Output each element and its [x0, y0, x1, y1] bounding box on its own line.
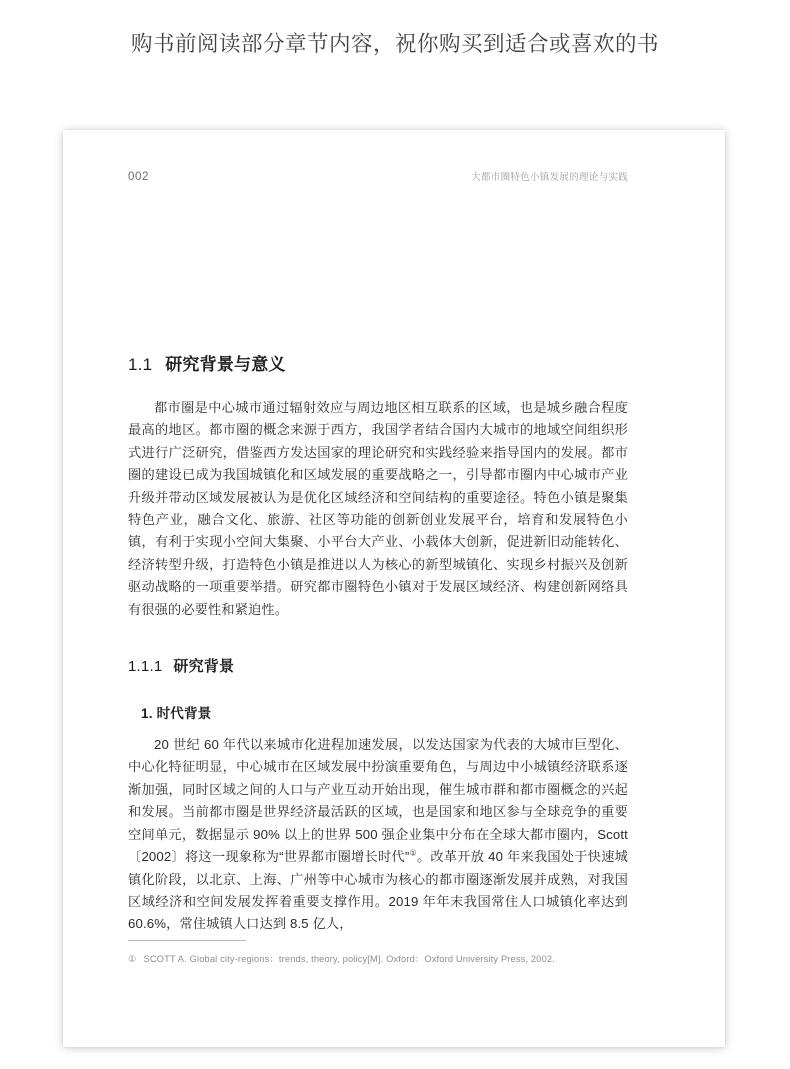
subsection-heading-number: 1.1.1 — [128, 658, 163, 676]
body-paragraph-2 — [128, 734, 628, 936]
running-head-title: 大都市圈特色小镇发展的理论与实践 — [471, 172, 628, 183]
section-heading — [128, 350, 628, 375]
subsection-heading-title: 研究背景 — [173, 658, 235, 676]
running-head — [128, 169, 628, 183]
book-page-sheet — [63, 130, 725, 1047]
footnote-entry — [128, 952, 628, 966]
item-heading: 1. 时代背景 — [141, 706, 212, 722]
footnote-marker: ① — [128, 954, 137, 964]
section-heading-title: 研究背景与意义 — [165, 355, 286, 374]
promo-banner-text: 购书前阅读部分章节内容，祝你购买到适合或喜欢的书 — [130, 32, 659, 56]
body-paragraph-1: 都市圈是中心城市通过辐射效应与周边地区相互联系的区域，也是城乡融合程度最高的地区。都市圈的概念来源于西方，我国学者结合国内大城市的地域空间组织形式进行广泛研究，借鉴西方发达国家的理论研究和实践经验来指导国内的发展。都市圈的建设已成为我国城镇化和区域发展的重要战略之一，引导都市圈内中心城市产业升级并带动区域发展被认为是优化区域经济和空间结构的重要途径。特色小镇是聚集特色产业，融合文化、旅游、社区等功能的创新创业发展平台，培育和发展特色小镇，有利于实现小空间大集聚、小平台大产业、小载体大创新，促进新旧动能转化、经济转型升级，打造特色小镇是推进以人为核心的新型城镇化、实现乡村振兴及创新驱动战略的一项重要举措。研究都市圈特色小镇对于发展区域经济、构建创新网络具有很强的必要性和紧迫性。 — [128, 400, 628, 617]
subsection-heading — [128, 655, 628, 676]
footnote-separator-rule — [128, 940, 246, 941]
promo-banner — [0, 0, 790, 130]
footnote-reference-marker: ① — [409, 848, 417, 858]
body-paragraph-2-part-a: 20 世纪 60 年代以来城市化进程加速发展，以发达国家为代表的大城市巨型化、中心化特征明显，中心城市在区域发展中扮演重要角色，与周边中小城镇经济联系逐渐加强，同时区域之间的人口与产业互动开始出现，催生城市群和都市圈概念的兴起和发展。当前都市圈是世界经济最活跃的区域，也是国家和地区参与全球竞争的重要空间单元，数据显示 90% 以上的世界 500 强企业集中分布在全球大都市圈内，Scott〔2002〕将这一现象称为“世界都市圈增长时代” — [128, 737, 628, 865]
page-folio-number: 002 — [128, 171, 149, 183]
body-paragraph-2-part-b: 。改革开放 40 年来我国处于快速城镇化阶段，以北京、上海、广州等中心城市为核心的都市圈逐渐发展并成熟，对我国区域经济和空间发展发挥着重要支撑作用。2019 年年末我国常住人口城镇化率达到 60.6%，常住城镇人口达到 8.5 亿人， — [128, 849, 628, 932]
section-heading-number: 1.1 — [128, 355, 153, 374]
footnote-citation-text: SCOTT A. Global city-regions：trends, theory, policy[M]. Oxford：Oxford University Press, 2002. — [143, 954, 555, 964]
page-text-column — [128, 350, 628, 936]
footnote-area — [128, 940, 628, 966]
